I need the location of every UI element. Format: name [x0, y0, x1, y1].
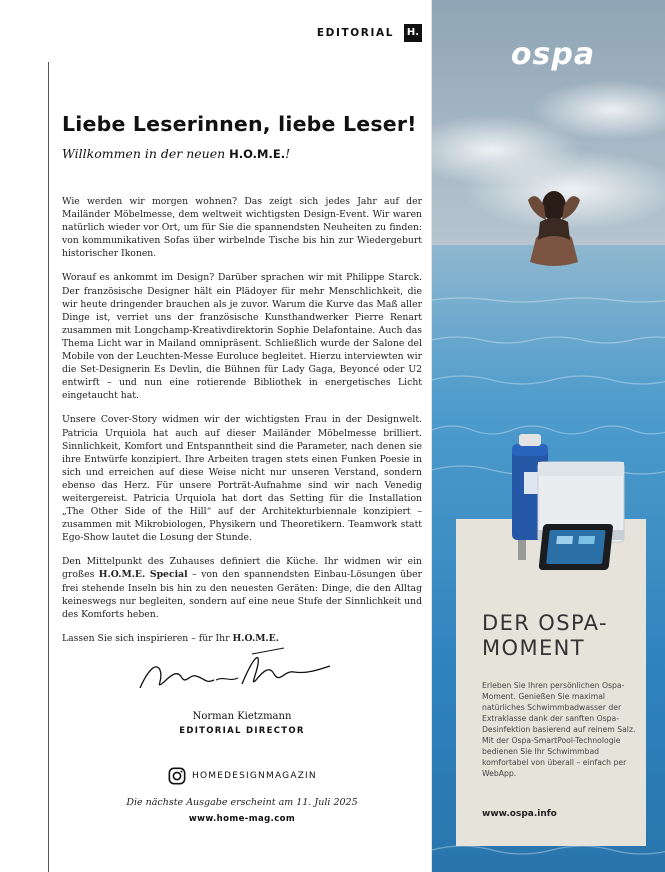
paragraph: Unsere Cover-Story widmen wir der wichtigsten Frau in der Designwelt. Patricia Urquiola hat auch auf dieser Mailänder Möbelmesse brilliert. Sinnlichkeit, Komfort und Entspanntheit sind die Parameter, nach denen sie ihre Entwürfe konzipiert. Ihre Arbeiten tragen stets einen Funken Poesie in sich und erreichen auf diese Weise nicht nur unseren Verstand, sondern ebenso das Herz. Für unsere Porträt-Aufnahme sind wir nach Venedig weitergereist. Patricia Urquiola hat dort das Setting für die Installation „The Other Side of the Hill“ auf der Architekturbiennale konzipiert – zusammen mit Mikrobiologen, Physikern und Theoretikern. Teamwork statt Ego-Show lautet die Losung der Stunde. — [62, 414, 422, 544]
signature-image — [134, 640, 334, 700]
ad-website-link[interactable]: www.ospa.info — [482, 809, 557, 819]
website-link[interactable]: www.home-mag.com — [188, 814, 296, 824]
vertical-rule — [48, 62, 49, 872]
subheadline-brand: H.O.M.E. — [229, 147, 286, 161]
paragraph: Worauf es ankommt im Design? Darüber sprachen wir mit Philippe Starck. Der französische Designer hält ein Plädoyer für mehr Menschlichkeit, die wir heute dringender brauchen als je zuvor. Warum die Kurve das Maß aller Dinge ist, verriet uns der französische Kunsthandwerker Pierre Renart zusammen mit Longchamp-Kreativdirektorin Sophie Delafontaine. Auch das Thema Licht war in Mailand omnipräsent. Schließlich wurde der Salone del Mobile von der Leuchten-Messe Euroluce begleitet. Hierzu interviewten wir die Set-Designerin Es Devlin, die Bühnen für Lady Gaga, Beyoncé oder U2 entwirft – und nun eine rotierende Bibliothek in energetisches Licht eingetaucht hat. — [62, 272, 422, 402]
paragraph: Wie werden wir morgen wohnen? Das zeigt sich jedes Jahr auf der Mailänder Möbelmesse, dem weltweit wichtigsten Design-Event. Wir waren natürlich wieder vor Ort, um für Sie die spannendsten Neuheiten zu finden: von kommunikativen Sofas über wirbelnde Tische bis hin zur Wiedergeburt historischer Ikonen. — [62, 196, 422, 260]
subheadline — [62, 146, 422, 161]
paragraph-text: Den Mittelpunkt des Zuhauses definiert die Küche. Ihr widmen wir ein großes — [62, 556, 422, 581]
ospa-logo-text: ospa — [510, 38, 596, 72]
instagram-link[interactable] — [168, 766, 317, 786]
next-issue-note: Die nächste Ausgabe erscheint am 11. Juli 2025 — [126, 797, 358, 808]
signer-role: EDITORIAL DIRECTOR — [179, 726, 305, 736]
ad-headline — [482, 611, 642, 661]
ad-headline-line: DER OSPA- — [482, 611, 608, 635]
paragraph-text: – von den spannendsten Einbau-Lösungen über frei stehende Inseln bis hin zu den neuesten Geräten: Dinge, die den Alltag keineswegs nur begleiten, sondern auf eine neue Stufe der Sinnlichkeit und des Komforts heben. — [62, 569, 423, 620]
subheadline-prefix: Willkommen in der neuen — [62, 146, 230, 161]
magazine-badge: H. — [404, 24, 422, 42]
page-title: Liebe Leserinnen, liebe Leser! — [62, 112, 417, 136]
ad-headline-line: MOMENT — [482, 636, 585, 660]
subheadline-suffix: ! — [285, 146, 291, 161]
ospa-advertisement — [432, 0, 665, 872]
editorial-body — [62, 195, 422, 656]
ospa-logo — [498, 38, 608, 72]
section-label: EDITORIAL — [316, 27, 394, 39]
paragraph-bold: H.O.M.E. — [232, 632, 279, 644]
signer-name: Norman Kietzmann — [192, 711, 292, 722]
paragraph-bold: H.O.M.E. Special — [98, 569, 188, 581]
ad-copy: Erleben Sie Ihren persönlichen Ospa-Moment. Genießen Sie maximal natürliches Schwimmbadwasser der Extraklasse dank der sanften Ospa-Desinfektion basierend auf reinem Salz. Mit der Ospa-SmartPool-Technologie bedienen Sie Ihr Schwimmbad komfortabel von überall – einfach per WebApp. — [482, 681, 636, 778]
paragraph — [62, 555, 422, 620]
paragraph-text: Lassen Sie sich inspirieren – für Ihr — [62, 632, 233, 644]
instagram-icon — [168, 767, 186, 785]
pool-control-devices-image — [498, 432, 638, 582]
instagram-handle: HOMEDESIGNMAGAZIN — [192, 771, 317, 781]
